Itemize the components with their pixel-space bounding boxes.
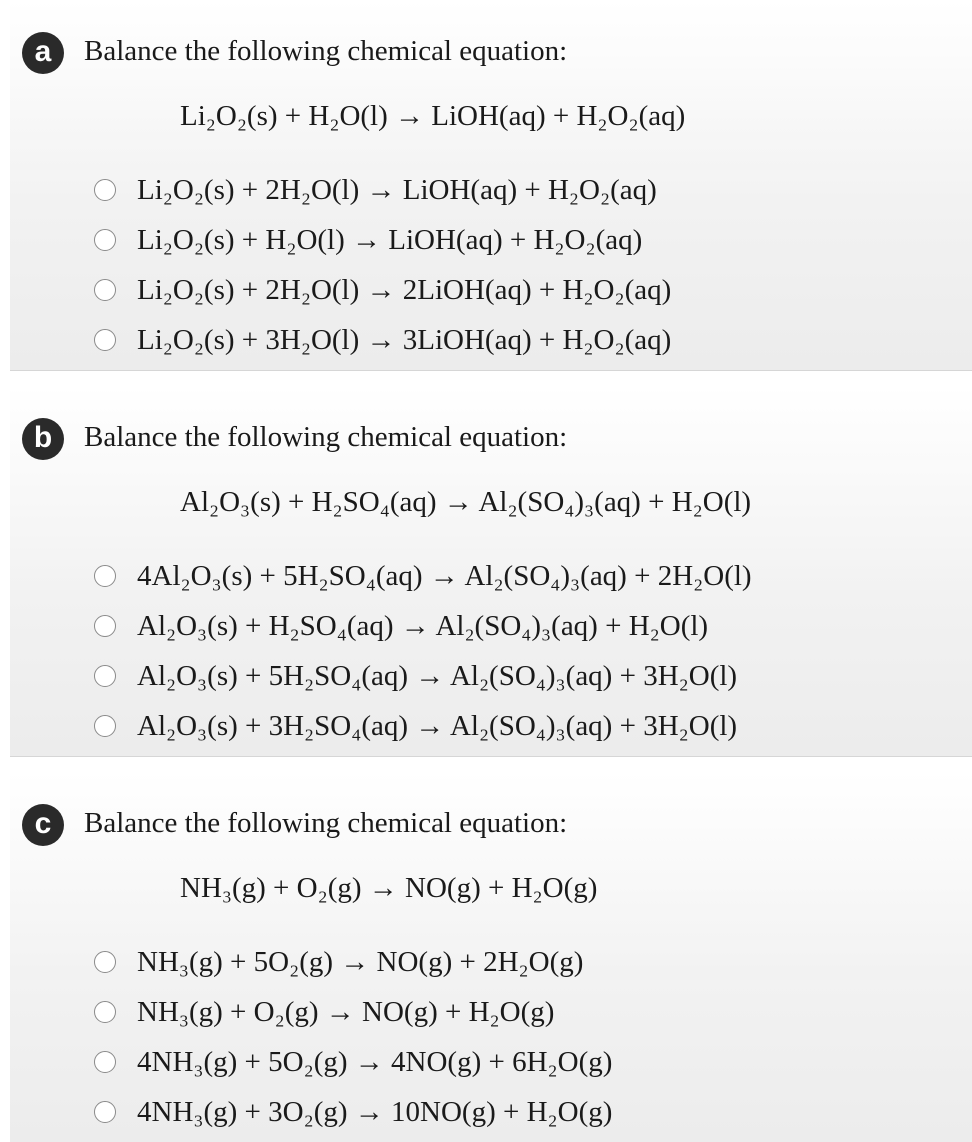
question-badge: c <box>22 804 64 846</box>
answer-options <box>94 165 671 365</box>
radio-button[interactable] <box>94 1101 116 1123</box>
radio-button[interactable] <box>94 565 116 587</box>
answer-option[interactable] <box>94 987 612 1037</box>
question-a <box>10 0 972 371</box>
option-label: NH₃(g) + O₂(g) → NO(g) + H₂O(g) <box>137 996 555 1028</box>
option-label: NH₃(g) + 5O₂(g) → NO(g) + 2H₂O(g) <box>137 946 584 978</box>
option-label: Al₂O₃(s) + 5H₂SO₄(aq) → Al₂(SO₄)₃(aq) + 3H₂O(l) <box>137 660 738 692</box>
question-prompt: Balance the following chemical equation: <box>84 421 568 453</box>
option-label: 4NH₃(g) + 3O₂(g) → 10NO(g) + H₂O(g) <box>137 1096 613 1128</box>
question-badge: b <box>22 418 64 460</box>
answer-option[interactable] <box>94 1037 612 1087</box>
option-label: 4NH₃(g) + 5O₂(g) → 4NO(g) + 6H₂O(g) <box>137 1046 613 1078</box>
question-c <box>10 772 972 1142</box>
answer-options <box>94 551 752 751</box>
option-label: 4Al₂O₃(s) + 5H₂SO₄(aq) → Al₂(SO₄)₃(aq) + 2H₂O(l) <box>137 560 752 592</box>
question-equation: Li₂O₂(s) + H₂O(l) → LiOH(aq) + H₂O₂(aq) <box>180 100 686 132</box>
answer-option[interactable] <box>94 651 752 701</box>
answer-option[interactable] <box>94 165 671 215</box>
question-prompt: Balance the following chemical equation: <box>84 807 568 839</box>
answer-option[interactable] <box>94 937 612 987</box>
radio-button[interactable] <box>94 179 116 201</box>
answer-option[interactable] <box>94 1087 612 1137</box>
radio-button[interactable] <box>94 951 116 973</box>
answer-option[interactable] <box>94 315 671 365</box>
question-prompt: Balance the following chemical equation: <box>84 35 568 67</box>
question-badge: a <box>22 32 64 74</box>
radio-button[interactable] <box>94 329 116 351</box>
answer-options <box>94 937 612 1137</box>
option-label: Li₂O₂(s) + 2H₂O(l) → LiOH(aq) + H₂O₂(aq) <box>137 174 657 206</box>
option-label: Li₂O₂(s) + 3H₂O(l) → 3LiOH(aq) + H₂O₂(aq) <box>137 324 672 356</box>
radio-button[interactable] <box>94 665 116 687</box>
answer-option[interactable] <box>94 265 671 315</box>
question-equation: Al₂O₃(s) + H₂SO₄(aq) → Al₂(SO₄)₃(aq) + H₂O(l) <box>180 486 752 518</box>
radio-button[interactable] <box>94 229 116 251</box>
option-label: Al₂O₃(s) + 3H₂SO₄(aq) → Al₂(SO₄)₃(aq) + 3H₂O(l) <box>137 710 738 742</box>
answer-option[interactable] <box>94 551 752 601</box>
answer-option[interactable] <box>94 601 752 651</box>
option-label: Li₂O₂(s) + H₂O(l) → LiOH(aq) + H₂O₂(aq) <box>137 224 643 256</box>
answer-option[interactable] <box>94 701 752 751</box>
question-b <box>10 386 972 757</box>
radio-button[interactable] <box>94 1051 116 1073</box>
radio-button[interactable] <box>94 615 116 637</box>
radio-button[interactable] <box>94 279 116 301</box>
option-label: Li₂O₂(s) + 2H₂O(l) → 2LiOH(aq) + H₂O₂(aq) <box>137 274 672 306</box>
radio-button[interactable] <box>94 715 116 737</box>
radio-button[interactable] <box>94 1001 116 1023</box>
question-equation: NH₃(g) + O₂(g) → NO(g) + H₂O(g) <box>180 872 598 904</box>
answer-option[interactable] <box>94 215 671 265</box>
option-label: Al₂O₃(s) + H₂SO₄(aq) → Al₂(SO₄)₃(aq) + H₂O(l) <box>137 610 709 642</box>
